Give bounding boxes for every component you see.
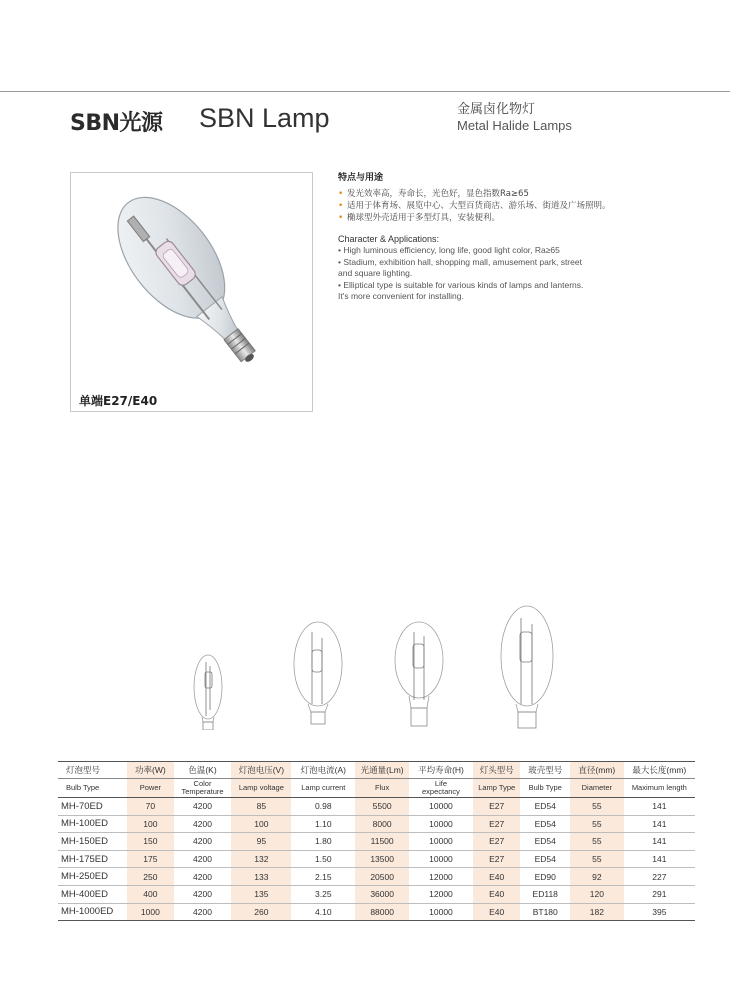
model-cell: MH-100ED	[58, 815, 127, 833]
header-cell: Lamp current	[291, 779, 355, 798]
spec-table	[58, 761, 695, 921]
bulb-outline-xlarge	[501, 606, 553, 728]
model-cell: MH-175ED	[58, 850, 127, 868]
table-cell: 175	[127, 850, 173, 868]
table-cell: 4200	[174, 868, 232, 886]
header-cell: 光通量(Lm)	[355, 762, 409, 779]
table-cell: 141	[624, 833, 695, 851]
feature-item-en: • Stadium, exhibition hall, shopping mall, amusement park, street and square lighting.	[338, 256, 582, 278]
bulb-outline-medium	[294, 622, 342, 724]
table-cell: 4200	[174, 885, 232, 903]
header-cell: Lamp Type	[473, 779, 520, 798]
table-cell: E40	[473, 868, 520, 886]
header-cell: 玻壳型号	[520, 762, 570, 779]
features-heading-cn: 特点与用途	[338, 173, 384, 183]
table-cell: 141	[624, 798, 695, 816]
table-row	[58, 903, 695, 921]
table-cell: 10000	[409, 833, 473, 851]
header-cell: 平均寿命(H)	[409, 762, 473, 779]
header-cell: Bulb Type	[520, 779, 570, 798]
header-cell: 功率(W)	[127, 762, 173, 779]
table-row	[58, 850, 695, 868]
table-cell: 100	[127, 815, 173, 833]
table-cell: BT180	[520, 903, 570, 921]
table-cell: 135	[231, 885, 291, 903]
table-cell: 1.80	[291, 833, 355, 851]
model-cell: MH-250ED	[58, 868, 127, 886]
spec-table-body	[58, 798, 695, 921]
table-cell: ED54	[520, 850, 570, 868]
product-title-en: Metal Halide Lamps	[457, 118, 572, 133]
model-cell: MH-150ED	[58, 833, 127, 851]
table-cell: ED118	[520, 885, 570, 903]
table-cell: 10000	[409, 903, 473, 921]
brand-name: SBN Lamp	[199, 103, 330, 133]
table-cell: 182	[570, 903, 624, 921]
table-cell: 5500	[355, 798, 409, 816]
table-cell: 133	[231, 868, 291, 886]
product-title-cn: 金属卤化物灯	[457, 102, 536, 117]
table-cell: 36000	[355, 885, 409, 903]
table-cell: 4.10	[291, 903, 355, 921]
table-cell: 250	[127, 868, 173, 886]
feature-item-cn: • 发光效率高，寿命长，光色好，显色指数Ra≥65	[338, 189, 529, 199]
table-cell: 4200	[174, 903, 232, 921]
table-cell: 141	[624, 815, 695, 833]
table-cell: 3.25	[291, 885, 355, 903]
header-cell: Color Temperature	[174, 779, 232, 798]
table-cell: E27	[473, 815, 520, 833]
brand-logo: SBN光源	[70, 111, 163, 136]
metal-halide-bulb-illustration	[71, 173, 312, 411]
table-cell: 1.50	[291, 850, 355, 868]
features-section	[338, 170, 638, 303]
header-cell: 灯泡电流(A)	[291, 762, 355, 779]
table-row	[58, 868, 695, 886]
table-row	[58, 798, 695, 816]
table-cell: 55	[570, 850, 624, 868]
table-row	[58, 833, 695, 851]
table-cell: 4200	[174, 833, 232, 851]
model-cell: MH-70ED	[58, 798, 127, 816]
table-cell: 10000	[409, 798, 473, 816]
feature-item-cn: • 椭球型外壳适用于多型灯具，安装便利。	[338, 213, 501, 223]
table-cell: 150	[127, 833, 173, 851]
table-cell: 95	[231, 833, 291, 851]
header-cell: 色温(K)	[174, 762, 232, 779]
features-heading-en: Character & Applications:	[338, 234, 440, 244]
table-cell: 1000	[127, 903, 173, 921]
header-cell: 最大长度(mm)	[624, 762, 695, 779]
table-cell: 12000	[409, 868, 473, 886]
table-cell: E27	[473, 798, 520, 816]
table-cell: ED54	[520, 798, 570, 816]
header-cell: Lamp voltage	[231, 779, 291, 798]
header-cell: Flux	[355, 779, 409, 798]
table-cell: 1.10	[291, 815, 355, 833]
table-cell: 4200	[174, 815, 232, 833]
header-row-cn	[58, 762, 695, 779]
table-row	[58, 885, 695, 903]
table-cell: 20500	[355, 868, 409, 886]
header-cell: Life expectancy	[409, 779, 473, 798]
header-cell: Power	[127, 779, 173, 798]
header-cell: 灯头型号	[473, 762, 520, 779]
table-cell: ED54	[520, 815, 570, 833]
bulb-size-illustrations	[0, 600, 730, 730]
table-cell: 88000	[355, 903, 409, 921]
table-cell: 10000	[409, 815, 473, 833]
table-cell: 0.98	[291, 798, 355, 816]
table-cell: 395	[624, 903, 695, 921]
header-cell: 灯泡型号	[58, 762, 127, 779]
table-cell: ED54	[520, 833, 570, 851]
table-row	[58, 815, 695, 833]
table-cell: 12000	[409, 885, 473, 903]
table-cell: E27	[473, 833, 520, 851]
table-cell: 55	[570, 833, 624, 851]
table-cell: 132	[231, 850, 291, 868]
header-cell: Bulb Type	[58, 779, 127, 798]
model-cell: MH-1000ED	[58, 903, 127, 921]
table-cell: 85	[231, 798, 291, 816]
bulb-outline-large	[395, 622, 443, 726]
feature-item-en: • Elliptical type is suitable for various kinds of lamps and lanterns. It's more convenient for installing.	[338, 279, 584, 301]
table-cell: 400	[127, 885, 173, 903]
header-cell: Diameter	[570, 779, 624, 798]
feature-item-en: • High luminous efficiency, long life, good light color, Ra≥65	[338, 245, 560, 255]
table-cell: 291	[624, 885, 695, 903]
table-cell: 55	[570, 798, 624, 816]
table-cell: ED90	[520, 868, 570, 886]
product-photo	[70, 172, 313, 412]
table-cell: 11500	[355, 833, 409, 851]
header-cell: Maximum length	[624, 779, 695, 798]
table-cell: 10000	[409, 850, 473, 868]
model-cell: MH-400ED	[58, 885, 127, 903]
bulb-outline-small	[194, 655, 222, 730]
table-cell: 92	[570, 868, 624, 886]
top-rule	[0, 91, 730, 92]
table-cell: 70	[127, 798, 173, 816]
table-cell: 141	[624, 850, 695, 868]
table-cell: 120	[570, 885, 624, 903]
table-cell: E40	[473, 903, 520, 921]
table-cell: 55	[570, 815, 624, 833]
table-cell: E40	[473, 885, 520, 903]
table-cell: 2.15	[291, 868, 355, 886]
feature-item-cn: • 适用于体育场、展览中心、大型百货商店、游乐场、街道及广场照明。	[338, 201, 611, 211]
table-cell: 13500	[355, 850, 409, 868]
table-cell: 227	[624, 868, 695, 886]
table-cell: 4200	[174, 798, 232, 816]
table-cell: 8000	[355, 815, 409, 833]
table-cell: 4200	[174, 850, 232, 868]
photo-caption: 单端E27/E40	[79, 394, 158, 408]
header-row-en	[58, 779, 695, 798]
header-cell: 灯泡电压(V)	[231, 762, 291, 779]
table-cell: 260	[231, 903, 291, 921]
table-cell: E27	[473, 850, 520, 868]
header-cell: 直径(mm)	[570, 762, 624, 779]
table-cell: 100	[231, 815, 291, 833]
